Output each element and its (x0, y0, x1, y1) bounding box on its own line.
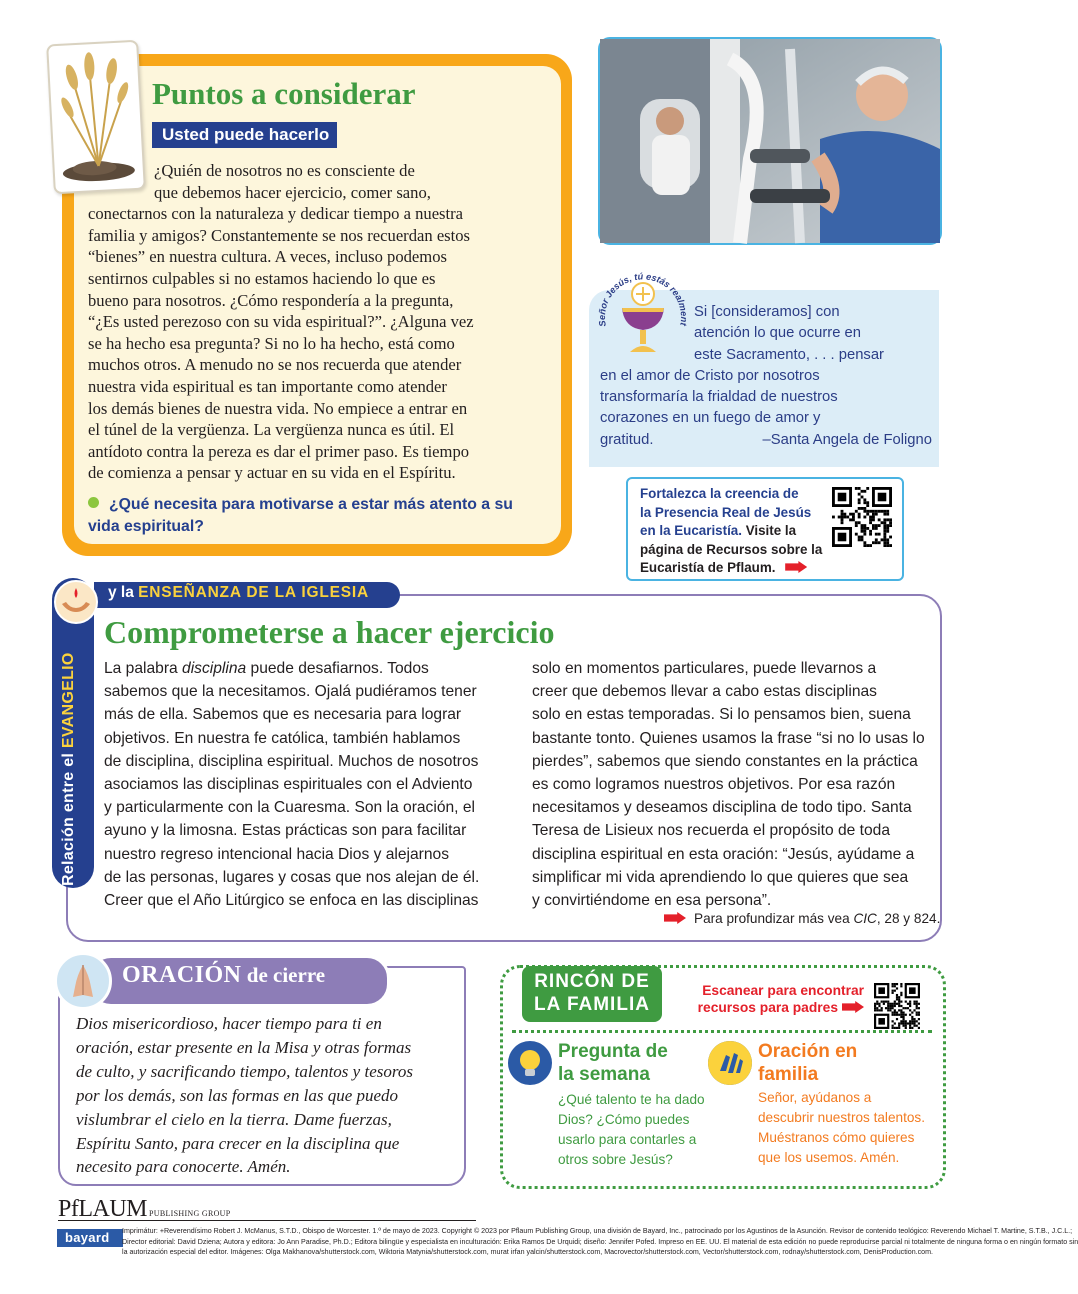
resource-line: Eucaristía de Pflaum. (640, 560, 776, 575)
scan-line: recursos para padres (697, 1000, 838, 1015)
resource-line: la Presencia Real de Jesús (640, 504, 812, 520)
column-line: pierdes”, sabemos que siendo constantes en la práctica (532, 752, 918, 770)
chalice-circle-text: Señor Jesús, tú estás realment (596, 271, 690, 328)
pregunta-title-line: la semana (558, 1064, 650, 1085)
arrow-right-icon (842, 1001, 864, 1013)
chalice-icon (592, 256, 694, 362)
oracion-familia-body (758, 1088, 925, 1168)
puntos-line: de comienza a pensar y actuar en su vida en el Espíritu. (88, 463, 456, 483)
pregunta-line: otros sobre Jesús? (558, 1152, 673, 1167)
puntos-line: “¿Es usted perezoso con su vida espiritual?”. ¿Alguna vez (88, 312, 474, 332)
oracion-familia-title (758, 1040, 857, 1086)
prayer-line: necesito para conocerte. Amén. (76, 1157, 291, 1177)
qr-code-icon (874, 983, 920, 1029)
legal-line: Imprimátur: +Reverendísimo Robert J. McManus, S.T.D., Obispo de Worcester. 1.º de mayo de 2023. Copyright © 2023 por Pflaum Publishing Group, una división de Bayard, Inc., patrocinado por los Agustinos de la Asunción. Revisor de contenido teológico: Reverendo Michael T. Martine, S.T.B., J.C.L.; (122, 1227, 1073, 1235)
column-line: necesitamos y deseamos disciplina de todo tipo. Santa (532, 799, 912, 817)
quote-line: este Sacramento, . . . pensar (694, 346, 884, 363)
oracion-familia-title-line: familia (758, 1064, 819, 1085)
ensenanza-column-left (104, 657, 514, 912)
pregunta-line: Dios? ¿Cómo puedes (558, 1112, 690, 1127)
column-line: ayuno y la limosna. Estas prácticas son para facilitar (104, 822, 467, 840)
puntos-line: que debemos hacer ejercicio, comer sano, (154, 182, 431, 202)
scan-line: Escanear para encontrar (702, 983, 864, 998)
banner-highlight: ENSEÑANZA DE LA IGLESIA (138, 584, 369, 601)
column-line: nuestro regreso intencional hacia Dios y alejarnos (104, 845, 449, 863)
prayer-line: oración, estar presente en la Misa y otras formas (76, 1037, 412, 1057)
puntos-line: sentirnos culpables si no estamos haciendo lo que es (88, 268, 436, 288)
tag-line: RINCÓN DE (534, 971, 650, 992)
puntos-line: bueno para nosotros. ¿Cómo respondería a la pregunta, (88, 290, 454, 310)
pflaum-logo (58, 1196, 231, 1223)
legal-text (122, 1226, 1078, 1258)
family-hands-badge (708, 1041, 752, 1085)
column-line: es como logramos nuestros objetivos. Por esa razón (532, 776, 896, 794)
qr-code-eucharist[interactable] (832, 487, 892, 552)
offering-hands-icon (56, 582, 96, 622)
quote-line: en el amor de Cristo por nosotros (600, 367, 820, 384)
puntos-question (88, 494, 548, 538)
column-line: puede desafiarnos. Todos (246, 660, 429, 677)
ensenanza-title: Comprometerse a hacer ejercicio (104, 614, 555, 650)
resource-line: Visite la (741, 523, 797, 538)
puntos-line: antídoto contra la pereza es dar el primer paso. Es tiempo (88, 441, 470, 461)
oracion-familia-line: que los usemos. Amén. (758, 1150, 900, 1165)
oracion-title-rest: de cierre (241, 963, 326, 987)
resource-line: en la Eucaristía. (640, 523, 742, 538)
column-line: solo en estas temporadas. Si lo pensamos bien, suena (532, 706, 911, 724)
oracion-familia-line: Señor, ayúdanos a (758, 1090, 872, 1105)
reference-emphasis: CIC (853, 911, 877, 926)
quote-line: atención lo que ocurre en (694, 325, 861, 342)
reference-text: , 28 y 824. (876, 911, 941, 926)
exercise-photo-icon (600, 39, 940, 243)
hands-illustration (54, 580, 98, 624)
column-line: creer que debemos llevar a cabo estas disciplinas (532, 683, 877, 701)
bayard-logo: bayard (57, 1229, 123, 1247)
puntos-line: nuestra vida espiritual es tan importante como atender (88, 376, 447, 396)
lightbulb-badge (508, 1041, 552, 1085)
praying-hands-icon (57, 955, 109, 1007)
puntos-line: familia y amigos? Constantemente se nos recuerdan estos (88, 225, 471, 245)
puntos-line: conectarnos con la naturaleza y dedicar tiempo a nuestra (88, 204, 464, 224)
pregunta-line: usarlo para contarles a (558, 1132, 697, 1147)
puntos-line: los demás bienes de nuestra vida. No empiece a entrar en (88, 398, 468, 418)
column-line: bastante tonto. Quienes usamos la frase “si no lo usas lo (532, 729, 925, 747)
publisher-name: PfLAUM (58, 1196, 148, 1222)
column-line: y particularmente con la Cuaresma. Son la oración, el (104, 799, 475, 817)
column-line: asociamos las disciplinas espirituales con el Adviento (104, 776, 473, 794)
oracion-familia-line: Muéstranos cómo quieres (758, 1130, 915, 1145)
prayer-line: Dios misericordioso, hacer tiempo para ti en (76, 1014, 382, 1033)
prayer-line: por los demás, son las formas en las que puedo (76, 1085, 399, 1105)
puntos-line: el túnel de la vergüenza. La vergüenza nunca es útil. El (88, 420, 455, 440)
puntos-line: ¿Quién de nosotros no es consciente de (154, 161, 415, 180)
quote-line: gratitud. (600, 431, 654, 448)
quote-author: –Santa Angela de Foligno (762, 431, 932, 448)
gym-photo (598, 37, 942, 245)
puntos-line: se ha hecho esa pregunta? Si no lo ha hecho, está como (88, 333, 455, 353)
eucharist-resource-text (640, 485, 830, 578)
legal-line: Director editorial: David Dziena; Autora y editora: Jo Ann Paradise, Ph.D.; Editora bilingüe y especialista en inculturación: Erika Ramos De Urquidi; diseño: Jennifer Pofed. Impreso en EE. UU. El material de esta edición no puede reproducirse parcial ni totalmente de ninguna forma o en ningún formato sin (122, 1237, 1078, 1246)
evangelio-side-label (60, 652, 78, 886)
praying-hands-illustration (54, 952, 112, 1010)
oracion-familia-title-line: Oración en (758, 1041, 858, 1062)
pregunta-body (558, 1090, 705, 1170)
legal-line: la autorización especial del editor. Imágenes: Olga Makhanova/shutterstock.com, Wiktoria Matynia/shutterstock.com, murat irfan yalcin/shutterstock.com, Macrovector/shutterstock.com, Vector/shutterstock.com, rodnay/shutterstock.com, DenisProduction.com. (122, 1248, 933, 1256)
bullet-icon (88, 497, 99, 508)
catechism-reference (664, 911, 940, 926)
column-line-emphasis: disciplina (182, 660, 247, 677)
side-label-highlight: EVANGELIO (60, 652, 77, 749)
banner-text: y la (108, 584, 139, 601)
pregunta-title (558, 1040, 668, 1086)
resource-line: Fortalezca la creencia de (640, 486, 799, 501)
reference-text: Para profundizar más vea (694, 911, 854, 926)
family-hands-icon (708, 1041, 752, 1085)
familia-tag-label (522, 970, 662, 1016)
puntos-line: “bienes” en nuestra cultura. A veces, incluso podemos (88, 247, 447, 267)
arrow-right-icon (664, 912, 686, 924)
tag-line: LA FAMILIA (534, 994, 650, 1015)
familia-divider (512, 1030, 932, 1033)
column-line: simplificar mi vida aprendiendo lo que quieres que sea (532, 868, 909, 886)
oracion-familia-line: descubrir nuestros talentos. (758, 1110, 925, 1125)
puntos-title: Puntos a considerar (152, 76, 416, 111)
footer-rule (58, 1220, 476, 1221)
ensenanza-column-right (532, 657, 932, 912)
side-label-text: Relación entre el (60, 748, 77, 886)
publisher-subtitle: PUBLISHING GROUP (149, 1209, 231, 1218)
prayer-line: de culto, y sacrificando tiempo, talentos y tesoros (76, 1061, 413, 1081)
lightbulb-icon (508, 1041, 552, 1085)
question-line: vida espiritual? (88, 518, 204, 535)
puntos-line: muchos otros. A menudo no se nos recuerda que atender (88, 355, 462, 375)
resource-line: página de Recursos sobre la (640, 541, 823, 557)
question-line: ¿Qué necesita para motivarse a estar más atento a su (109, 496, 513, 513)
column-line: y convirtiéndome en esa persona”. (532, 892, 772, 910)
puntos-body (88, 160, 548, 484)
column-line: más de ella. Sabemos que es necesaria para lograr (104, 706, 462, 724)
quote-line: corazones en un fuego de amor y (600, 410, 821, 427)
parent-resources-link[interactable] (686, 982, 864, 1016)
column-line: de disciplina, disciplina espiritual. Muchos de nosotros (104, 752, 479, 770)
column-line: solo en momentos particulares, puede llevarnos a (532, 660, 877, 677)
qr-code-icon (832, 487, 892, 547)
pregunta-title-line: Pregunta de (558, 1041, 668, 1062)
column-line: Creer que el Año Litúrgico se enfoca en las disciplinas (104, 892, 479, 910)
puntos-subtitle: Usted puede hacerlo (152, 122, 337, 148)
oracion-title-main: ORACIÓN (122, 962, 242, 988)
column-line: Teresa de Lisieux nos recuerda el propósito de toda (532, 822, 891, 840)
oracion-title (122, 962, 325, 989)
prayer-line: vislumbrar el cielo en la tierra. Dame fuerzas, (76, 1109, 392, 1129)
arrow-right-icon (785, 561, 807, 573)
column-line: sabemos que la necesitamos. Ojalá pudiéramos tener (104, 683, 477, 701)
qr-code-parents[interactable] (874, 983, 920, 1034)
oracion-body (76, 1012, 456, 1179)
chalice-illustration (592, 256, 694, 362)
ensenanza-banner-label (108, 584, 369, 602)
prayer-line: Espíritu Santo, para crecer en la disciplina que (76, 1133, 400, 1153)
pregunta-line: ¿Qué talento te ha dado (558, 1092, 705, 1107)
quote-line: Si [consideramos] con (694, 304, 840, 320)
column-line: La palabra (104, 660, 183, 677)
column-line: de las personas, lugares y cosas que nos alejan de él. (104, 868, 480, 886)
column-line: objetivos. En nuestra fe católica, también hablamos (104, 729, 461, 747)
quote-line: transformaría la frialdad de nuestros (600, 389, 838, 406)
column-line: disciplina espiritual en esta oración: “Jesús, ayúdame a (532, 845, 915, 863)
